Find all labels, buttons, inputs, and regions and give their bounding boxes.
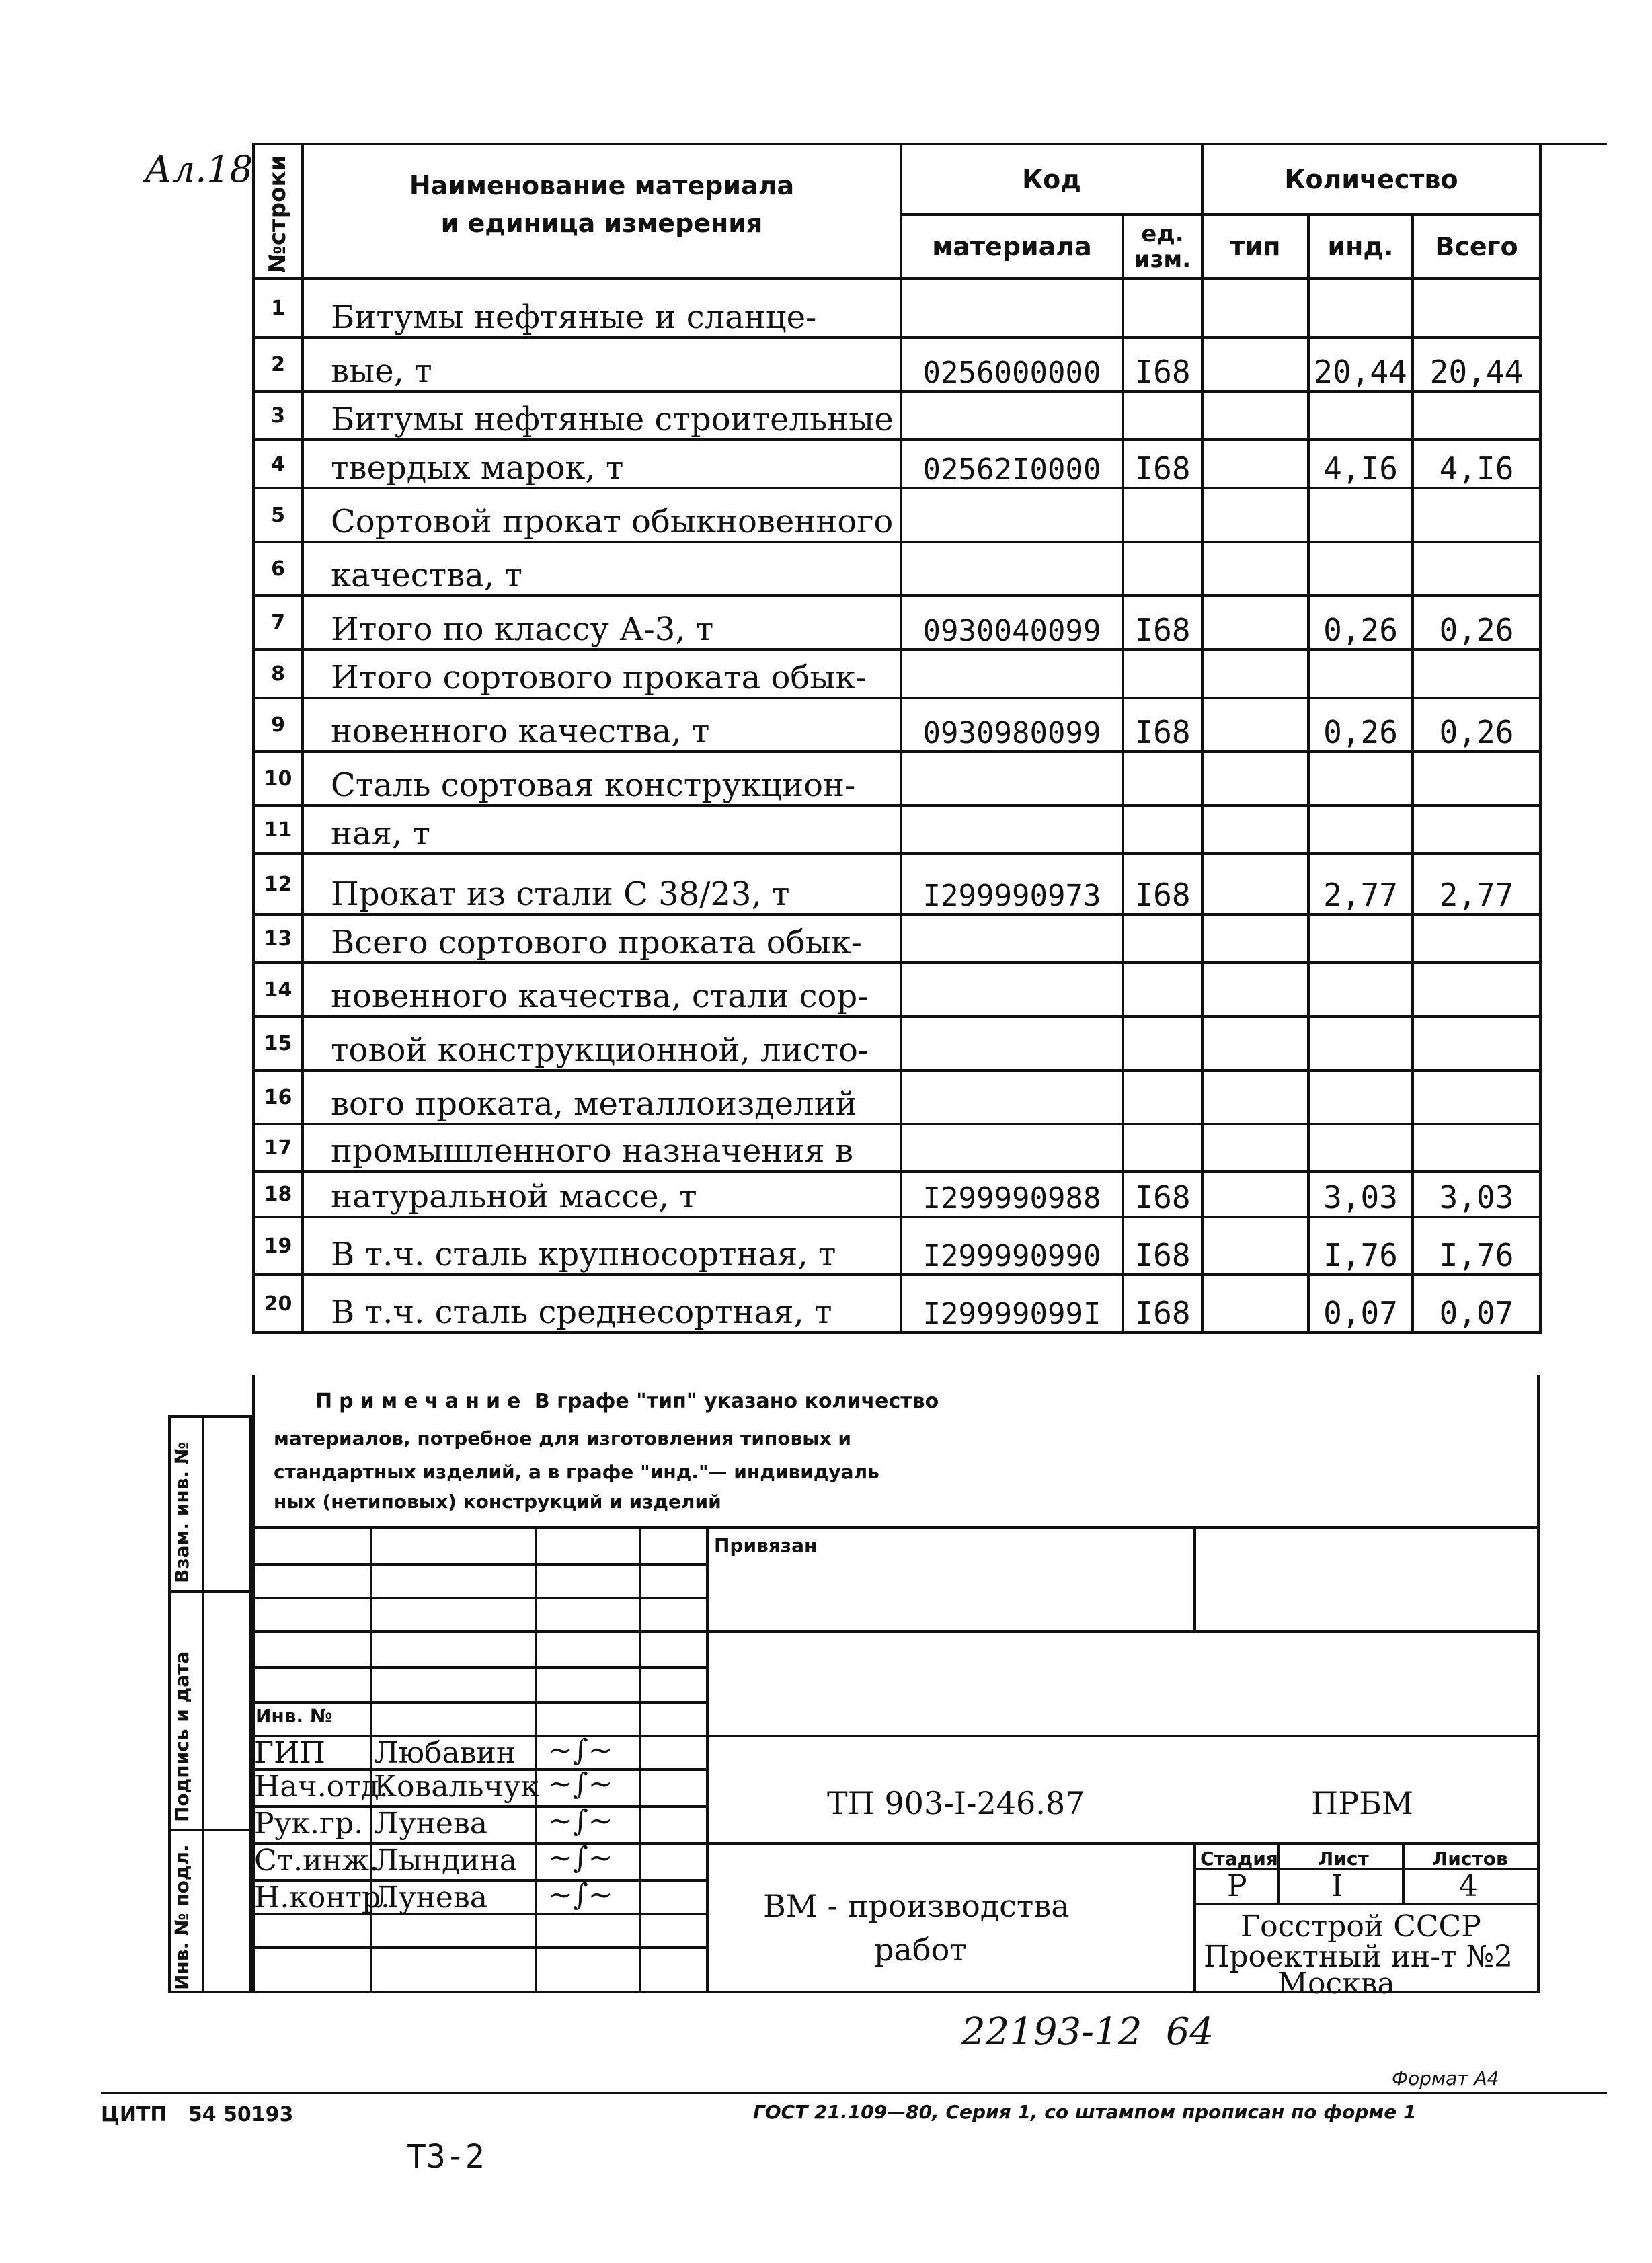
row-total: 0,26	[1413, 698, 1540, 752]
format-label: Формат А4	[1392, 2067, 1499, 2090]
inv-no-label: Инв. №	[255, 1705, 333, 1727]
row-ind	[1308, 963, 1413, 1017]
row-ind	[1308, 752, 1413, 805]
row-total	[1413, 752, 1540, 805]
table-row	[253, 805, 1540, 854]
row-total	[1413, 805, 1540, 854]
materials-table	[252, 143, 1542, 1334]
row-code: I29999099I	[901, 1275, 1123, 1333]
row-total	[1413, 963, 1540, 1017]
row-type	[1202, 914, 1308, 963]
row-name: вого проката, металлоизделий	[303, 1070, 901, 1124]
row-type	[1202, 488, 1308, 542]
row-name: твердых марок, т	[303, 440, 901, 488]
header-code-material: материала	[901, 214, 1123, 278]
row-unit: I68	[1123, 1171, 1202, 1217]
privyazan-label: Привязан	[714, 1534, 818, 1556]
note-title: Примечание	[315, 1390, 528, 1413]
stage-label: Стадия	[1200, 1848, 1278, 1870]
signature-icon: ~∫~	[548, 1804, 613, 1838]
row-unit	[1123, 649, 1202, 698]
row-type	[1202, 698, 1308, 752]
stamp-hline-1	[252, 1563, 706, 1566]
row-unit	[1123, 542, 1202, 596]
row-total	[1413, 1017, 1540, 1070]
row-number: 13	[253, 914, 303, 963]
note-block	[252, 1375, 1540, 1526]
table-row	[253, 914, 1540, 963]
header-row-no	[253, 144, 303, 278]
row-unit	[1123, 963, 1202, 1017]
row-unit	[1123, 914, 1202, 963]
signature-icon: ~∫~	[548, 1767, 613, 1801]
row-unit: I68	[1123, 440, 1202, 488]
table-row	[253, 542, 1540, 596]
row-code: 02562I0000	[901, 440, 1123, 488]
row-name: натуральной массе, т	[303, 1171, 901, 1217]
table-row	[253, 1124, 1540, 1171]
row-ind	[1308, 649, 1413, 698]
stamp-person-name: Лунева	[374, 1807, 487, 1841]
signature-icon: ~∫~	[548, 1878, 613, 1912]
stamp-role: Рук.гр.	[254, 1807, 364, 1841]
row-ind	[1308, 391, 1413, 440]
row-name: Прокат из стали С 38/23, т	[303, 854, 901, 914]
signature-icon: ~∫~	[548, 1733, 613, 1768]
header-qty-total: Всего	[1413, 214, 1540, 278]
row-number: 8	[253, 649, 303, 698]
doc-mark: ПРБМ	[1311, 1785, 1413, 1821]
table-row	[253, 1070, 1540, 1124]
row-number: 14	[253, 963, 303, 1017]
row-ind	[1308, 1017, 1413, 1070]
row-number: 12	[253, 854, 303, 914]
row-name: ная, т	[303, 805, 901, 854]
org-line2: Проектный ин-т №2	[1204, 1940, 1513, 1974]
row-number: 19	[253, 1217, 303, 1275]
row-code	[901, 1124, 1123, 1171]
row-ind: 3,03	[1308, 1171, 1413, 1217]
row-total	[1413, 391, 1540, 440]
row-total	[1413, 1070, 1540, 1124]
row-type	[1202, 440, 1308, 488]
stage-value: Р	[1227, 1869, 1247, 1903]
footer-gost: ГОСТ 21.109—80, Серия 1, со штампом прописан по форме 1	[753, 2101, 1417, 2123]
stamp-person-name: Ковальчук	[374, 1770, 539, 1804]
row-type	[1202, 854, 1308, 914]
table-row	[253, 440, 1540, 488]
row-code: 0930040099	[901, 596, 1123, 649]
stamp-person-name: Лунева	[374, 1880, 487, 1915]
header-qty-type: тип	[1202, 214, 1308, 278]
table-row	[253, 963, 1540, 1017]
stamp-hline-3	[252, 1630, 1540, 1633]
note-line1: В графе "тип" указано количество	[534, 1390, 939, 1413]
row-unit	[1123, 1017, 1202, 1070]
side-label-vzam: Взам. инв. №	[171, 1441, 193, 1583]
stamp-role: ГИП	[254, 1736, 325, 1770]
row-code	[901, 391, 1123, 440]
row-name: новенного качества, т	[303, 698, 901, 752]
table-row	[253, 1171, 1540, 1217]
row-number: 2	[253, 338, 303, 391]
row-ind: 0,07	[1308, 1275, 1413, 1333]
stamp-role: Ст.инж.	[254, 1843, 379, 1878]
row-name: промышленного назначения в	[303, 1124, 901, 1171]
sheet-value: I	[1331, 1869, 1343, 1903]
row-type	[1202, 805, 1308, 854]
row-type	[1202, 1275, 1308, 1333]
row-code	[901, 1070, 1123, 1124]
stamp-person-name: Лындина	[374, 1843, 518, 1878]
row-code	[901, 963, 1123, 1017]
row-unit: I68	[1123, 1275, 1202, 1333]
table-row	[253, 278, 1540, 338]
doc-code: ТП 903-I-246.87	[827, 1785, 1085, 1821]
row-ind	[1308, 542, 1413, 596]
row-type	[1202, 752, 1308, 805]
sheet-mark: Ал.18	[145, 148, 253, 190]
row-number: 9	[253, 698, 303, 752]
row-unit	[1123, 1070, 1202, 1124]
row-type	[1202, 963, 1308, 1017]
row-type	[1202, 1124, 1308, 1171]
row-number: 7	[253, 596, 303, 649]
row-type	[1202, 1070, 1308, 1124]
stamp-hline-2	[252, 1597, 706, 1599]
row-unit	[1123, 1124, 1202, 1171]
side-label-inv-podl: Инв. № подл.	[171, 1844, 193, 1990]
row-number: 5	[253, 488, 303, 542]
top-border-extension	[1540, 143, 1607, 145]
row-name: В т.ч. сталь крупносортная, т	[303, 1217, 901, 1275]
row-unit	[1123, 391, 1202, 440]
row-name: В т.ч. сталь среднесортная, т	[303, 1275, 901, 1333]
row-number: 18	[253, 1171, 303, 1217]
row-type	[1202, 1171, 1308, 1217]
row-code	[901, 914, 1123, 963]
table-row	[253, 488, 1540, 542]
row-unit	[1123, 488, 1202, 542]
row-unit	[1123, 278, 1202, 338]
row-code	[901, 542, 1123, 596]
row-total: 3,03	[1413, 1171, 1540, 1217]
stage-vline-2	[1402, 1842, 1405, 1903]
row-type	[1202, 338, 1308, 391]
row-code: I299990973	[901, 854, 1123, 914]
row-name: Битумы нефтяные и сланце-	[303, 278, 901, 338]
footer-line	[101, 2092, 1607, 2094]
row-code	[901, 752, 1123, 805]
row-type	[1202, 391, 1308, 440]
handwritten-number: 22193-12 64	[961, 2010, 1214, 2054]
row-name: Итого сортового проката обык-	[303, 649, 901, 698]
row-total	[1413, 542, 1540, 596]
table-row	[253, 698, 1540, 752]
side-label-podpis: Подпись и дата	[171, 1651, 193, 1822]
row-ind: 4,I6	[1308, 440, 1413, 488]
header-name-line2: и единица измерения	[440, 208, 763, 238]
header-quantity: Количество	[1202, 144, 1540, 214]
stamp-person-name: Любавин	[374, 1736, 516, 1770]
row-number: 20	[253, 1275, 303, 1333]
row-name: новенного качества, стали сор-	[303, 963, 901, 1017]
stamp-hline-12	[252, 1946, 706, 1949]
row-ind	[1308, 1070, 1413, 1124]
row-code	[901, 278, 1123, 338]
row-type	[1202, 649, 1308, 698]
row-name: Всего сортового проката обык-	[303, 914, 901, 963]
row-type	[1202, 1217, 1308, 1275]
row-type	[1202, 278, 1308, 338]
sheets-label: Листов	[1432, 1848, 1508, 1870]
header-row-no-label: №строки	[264, 155, 291, 273]
row-unit: I68	[1123, 338, 1202, 391]
row-code: 0256000000	[901, 338, 1123, 391]
row-ind	[1308, 488, 1413, 542]
side-strip-divider	[202, 1415, 204, 1993]
row-name: Битумы нефтяные строительные	[303, 391, 901, 440]
table-row	[253, 1217, 1540, 1275]
signature-icon: ~∫~	[548, 1841, 613, 1875]
doc-title-line1: ВМ - производства	[763, 1888, 1070, 1924]
footer-sheet-code: ТЗ-2	[407, 2138, 485, 2176]
row-total: 0,07	[1413, 1275, 1540, 1333]
sheet-label: Лист	[1318, 1848, 1369, 1870]
row-type	[1202, 596, 1308, 649]
stamp-vline-6	[1193, 1842, 1196, 1993]
row-total: 2,77	[1413, 854, 1540, 914]
row-total: I,76	[1413, 1217, 1540, 1275]
row-number: 4	[253, 440, 303, 488]
row-number: 11	[253, 805, 303, 854]
org-line1: Госстрой СССР	[1241, 1909, 1481, 1944]
row-code	[901, 649, 1123, 698]
side-strip-sep1	[168, 1590, 252, 1593]
table-row	[253, 854, 1540, 914]
row-code: I299990990	[901, 1217, 1123, 1275]
table-row	[253, 596, 1540, 649]
row-number: 10	[253, 752, 303, 805]
table-body	[253, 278, 1540, 1333]
stamp-vline-5	[1193, 1526, 1196, 1630]
row-type	[1202, 542, 1308, 596]
row-number: 1	[253, 278, 303, 338]
row-name: качества, т	[303, 542, 901, 596]
row-ind: 2,77	[1308, 854, 1413, 914]
table-row	[253, 1275, 1540, 1333]
row-type	[1202, 1017, 1308, 1070]
row-code	[901, 805, 1123, 854]
row-unit	[1123, 805, 1202, 854]
stamp-role: Н.контр.	[254, 1880, 391, 1915]
row-unit: I68	[1123, 854, 1202, 914]
side-strip-sep2	[168, 1829, 252, 1831]
stamp-vline-4	[706, 1526, 709, 1993]
org-line3: Москва	[1277, 1967, 1395, 2001]
row-number: 6	[253, 542, 303, 596]
row-number: 3	[253, 391, 303, 440]
row-code	[901, 488, 1123, 542]
header-code-unit: ед. изм.	[1123, 214, 1202, 278]
row-name: Итого по классу А-3, т	[303, 596, 901, 649]
note-line3: стандартных изделий, а в графе "инд."— индивидуаль	[274, 1461, 879, 1483]
row-unit: I68	[1123, 1217, 1202, 1275]
row-unit: I68	[1123, 596, 1202, 649]
row-total: 4,I6	[1413, 440, 1540, 488]
note-line2: материалов, потребное для изготовления типовых и	[274, 1427, 851, 1450]
row-total	[1413, 649, 1540, 698]
row-total	[1413, 488, 1540, 542]
row-number: 15	[253, 1017, 303, 1070]
table-row	[253, 752, 1540, 805]
row-code: 0930980099	[901, 698, 1123, 752]
header-qty-ind: инд.	[1308, 214, 1413, 278]
row-number: 17	[253, 1124, 303, 1171]
row-name: товой конструкционной, листо-	[303, 1017, 901, 1070]
row-number: 16	[253, 1070, 303, 1124]
stamp-hline-4	[252, 1666, 706, 1669]
row-total: 20,44	[1413, 338, 1540, 391]
row-ind: 20,44	[1308, 338, 1413, 391]
row-ind	[1308, 278, 1413, 338]
stamp-hline-5	[252, 1701, 706, 1704]
row-name: вые, т	[303, 338, 901, 391]
row-ind: 0,26	[1308, 698, 1413, 752]
row-code	[901, 1017, 1123, 1070]
header-name-line1: Наименование материала	[409, 171, 795, 200]
row-ind: I,76	[1308, 1217, 1413, 1275]
row-ind: 0,26	[1308, 596, 1413, 649]
header-name	[303, 144, 901, 278]
row-ind	[1308, 805, 1413, 854]
note-line4: ных (нетиповых) конструкций и изделий	[274, 1491, 721, 1513]
table-row	[253, 391, 1540, 440]
doc-title-line2: работ	[874, 1932, 967, 1968]
stamp-role: Нач.отд.	[254, 1770, 389, 1804]
row-code: I299990988	[901, 1171, 1123, 1217]
row-total	[1413, 1124, 1540, 1171]
header-code: Код	[901, 144, 1202, 214]
row-unit	[1123, 752, 1202, 805]
table-row	[253, 649, 1540, 698]
row-name: Сталь сортовая конструкцион-	[303, 752, 901, 805]
footer-left: ЦИТП 54 50193	[101, 2103, 294, 2127]
row-name: Сортовой прокат обыкновенного	[303, 488, 901, 542]
row-total	[1413, 914, 1540, 963]
row-total: 0,26	[1413, 596, 1540, 649]
row-total	[1413, 278, 1540, 338]
row-unit: I68	[1123, 698, 1202, 752]
row-ind	[1308, 1124, 1413, 1171]
table-row	[253, 1017, 1540, 1070]
table-row	[253, 338, 1540, 391]
sheets-value: 4	[1459, 1869, 1478, 1903]
row-ind	[1308, 914, 1413, 963]
